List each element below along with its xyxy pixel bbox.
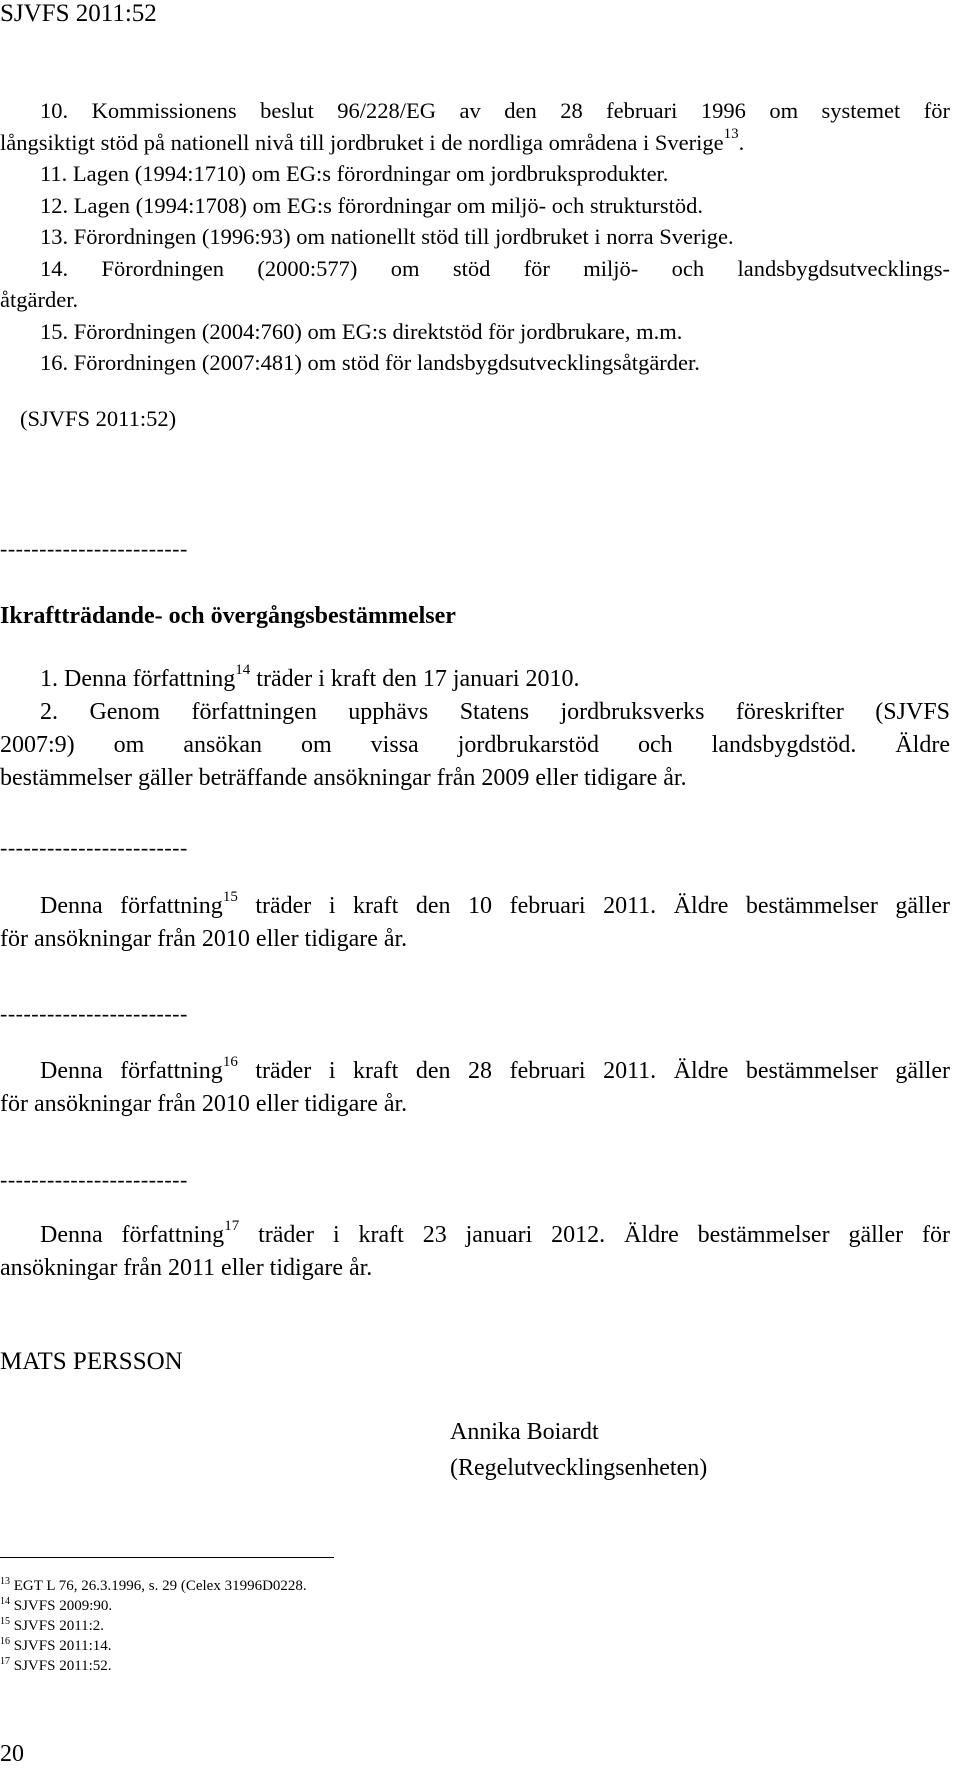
list-item-11: 11. Lagen (1994:1710) om EG:s förordningar om jordbruksprodukter.: [40, 161, 669, 186]
section-title: Ikraftträdande- och övergångsbestämmelser: [0, 603, 456, 629]
page-header: SJVFS 2011:52: [0, 0, 157, 27]
footnote-ref-13: 13: [723, 126, 739, 142]
list-item-13: 13. Förordningen (1996:93) om nationellt stöd till jordbruket i norra Sverige.: [40, 224, 734, 249]
footnote-14: [0, 1596, 307, 1616]
amendment-16-line-1: [0, 1055, 950, 1088]
footnote-17-number: 17: [0, 1656, 10, 1667]
signatory-officer: [450, 1414, 707, 1486]
amendment-16-line-2: för ansökningar från 2010 eller tidigare år.: [0, 1091, 408, 1117]
footnote-ref-14: 14: [235, 662, 251, 678]
provision-1-before: 1. Denna författning: [40, 666, 236, 692]
provision-1-after: träder i kraft den 17 januari 2010.: [256, 666, 580, 692]
separator-2: ------------------------: [0, 835, 188, 860]
provision-2-line-3: bestämmelser gäller beträffande ansökningar från 2009 eller tidigare år.: [0, 765, 687, 791]
footnotes: [0, 1576, 307, 1676]
signatory-officer-name: Annika Boiardt: [450, 1419, 599, 1445]
list-item-10-line-1: 10. Kommissionens beslut 96/228/EG av den 28 februari 1996 om systemet för: [40, 98, 950, 123]
amendment-15-line-1: [0, 890, 950, 923]
footnote-ref-17: 17: [224, 1218, 240, 1234]
amendment-reference: (SJVFS 2011:52): [20, 406, 177, 431]
footnote-15-number: 15: [0, 1616, 10, 1627]
provision-2-line-2: 2007:9) om ansökan om vissa jordbrukarstöd och landsbygdstöd. Äldre: [0, 732, 950, 758]
amendment-15-before: Denna författning: [40, 893, 223, 919]
footnote-13: [0, 1576, 307, 1596]
amendment-17: [0, 1219, 950, 1285]
footnote-14-number: 14: [0, 1596, 10, 1607]
list-item-15: 15. Förordningen (2004:760) om EG:s direktstöd för jordbrukare, m.m.: [40, 318, 683, 344]
amendment-15: [0, 890, 950, 956]
footnote-16-number: 16: [0, 1636, 10, 1647]
footnote-ref-15: 15: [222, 889, 238, 905]
provision-1: [0, 663, 950, 696]
list-item-12: 12. Lagen (1994:1708) om EG:s förordningar om miljö- och strukturstöd.: [40, 192, 704, 218]
transition-provisions: [0, 663, 950, 795]
amendment-17-before: Denna författning: [40, 1222, 225, 1248]
amendment-15-line-2: för ansökningar från 2010 eller tidigare år.: [0, 926, 408, 952]
separator-3: ------------------------: [0, 1001, 188, 1026]
amendment-16-before: Denna författning: [40, 1058, 223, 1084]
reference-list: [0, 95, 950, 379]
amendment-17-line-2: ansökningar från 2011 eller tidigare år.: [0, 1255, 373, 1281]
signatory-officer-unit: (Regelutvecklingsenheten): [450, 1455, 708, 1481]
separator-1: ------------------------: [0, 536, 188, 561]
footnote-14-text: SJVFS 2009:90.: [13, 1598, 113, 1614]
list-item-14-line-2: åtgärder.: [0, 287, 79, 312]
footnote-17-text: SJVFS 2011:52.: [13, 1658, 112, 1674]
amendment-17-line-1: [0, 1219, 950, 1252]
list-item-16: 16. Förordningen (2007:481) om stöd för landsbygdsutvecklingsåtgärder.: [40, 350, 700, 375]
signatory-director: MATS PERSSON: [0, 1348, 183, 1375]
footnote-ref-16: 16: [222, 1054, 238, 1070]
footnote-13-number: 13: [0, 1576, 10, 1587]
amendment-16: [0, 1055, 950, 1121]
list-item-14-line-1: 14. Förordningen (2000:577) om stöd för miljö- och landsbygdsutvecklings-: [40, 255, 950, 281]
amendment-17-after: träder i kraft 23 januari 2012. Äldre bestämmelser gäller för: [258, 1222, 951, 1248]
amendment-15-after: träder i kraft den 10 februari 2011. Äldre bestämmelser gäller: [255, 893, 950, 919]
page-number: 20: [0, 1741, 24, 1767]
footnote-16: [0, 1636, 307, 1656]
separator-4: ------------------------: [0, 1167, 188, 1192]
footnote-divider: [0, 1557, 334, 1558]
list-item-10-line-2: [0, 127, 950, 159]
amendment-16-after: träder i kraft den 28 februari 2011. Äldre bestämmelser gäller: [255, 1058, 950, 1084]
footnote-15-text: SJVFS 2011:2.: [13, 1618, 105, 1634]
provision-2-line-1: 2. Genom författningen upphävs Statens jordbruksverks föreskrifter (SJVFS: [40, 699, 950, 725]
footnote-15: [0, 1616, 307, 1636]
footnote-13-text: EGT L 76, 26.3.1996, s. 29 (Celex 31996D0228.: [13, 1578, 307, 1594]
footnote-16-text: SJVFS 2011:14.: [13, 1638, 112, 1654]
list-item-10-text: långsiktigt stöd på nationell nivå till jordbruket i de nordliga områdena i Sverige: [0, 129, 724, 155]
list-item-10-end: .: [738, 129, 745, 155]
footnote-17: [0, 1656, 307, 1676]
